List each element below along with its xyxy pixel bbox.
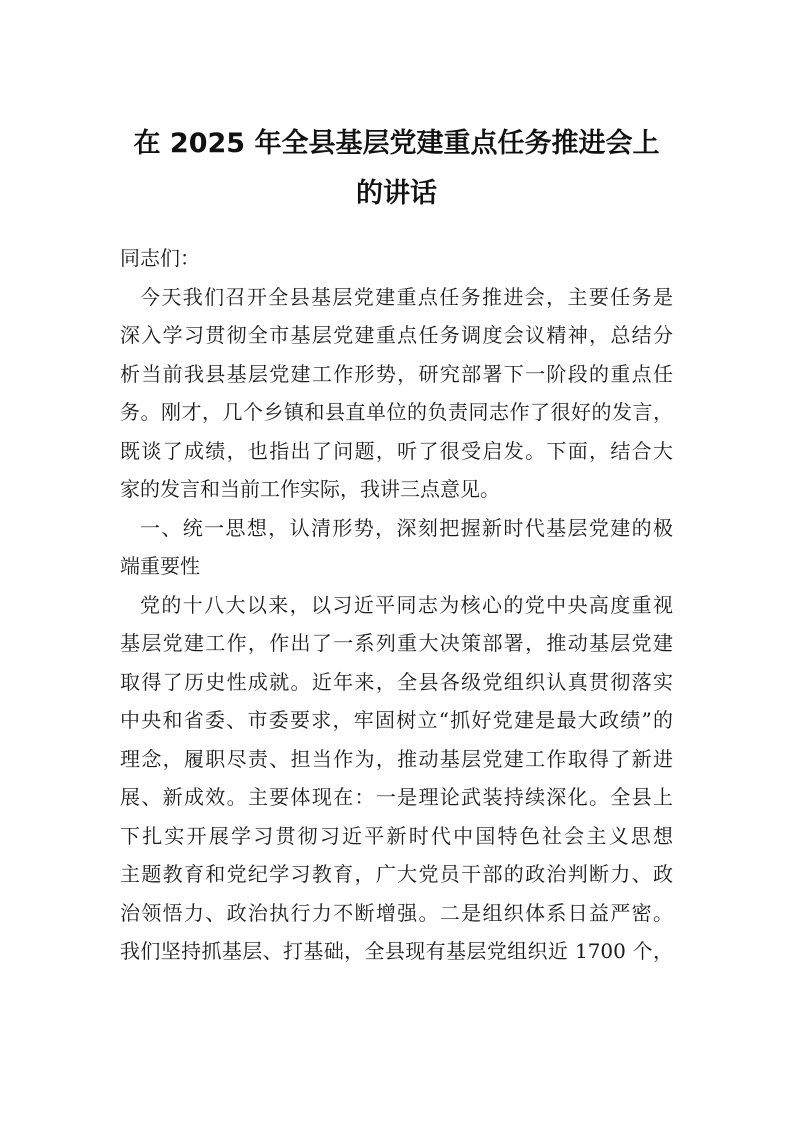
body-line: 今天我们召开全县基层党建重点任务推进会，主要任务是 <box>140 284 673 309</box>
body-line: 主题教育和党纪学习教育，广大党员干部的政治判断力、政 <box>120 862 673 886</box>
body-line: 治领悟力、政治执行力不断增强。二是组织体系日益严密。 <box>120 900 673 925</box>
body-line: 同志们： <box>120 246 200 270</box>
body-line: 我们坚持抓基层、打基础，全县现有基层党组织近 1700 个， <box>120 939 673 963</box>
document-title-line-2: 的讲话 <box>356 178 437 209</box>
document-body <box>120 239 673 971</box>
body-line: 深入学习贯彻全市基层党建重点任务调度会议精神，总结分 <box>120 323 673 347</box>
body-line: 中央和省委、市委要求，牢固树立“抓好党建是最大政绩”的 <box>120 708 673 732</box>
body-line: 家的发言和当前工作实际，我讲三点意见。 <box>120 477 500 501</box>
body-line: 下扎实开展学习贯彻习近平新时代中国特色社会主义思想 <box>120 823 673 848</box>
body-line: 基层党建工作，作出了一系列重大决策部署，推动基层党建 <box>120 631 673 655</box>
body-line: 党的十八大以来，以习近平同志为核心的党中央高度重视 <box>140 592 673 617</box>
body-line: 析当前我县基层党建工作形势，研究部署下一阶段的重点任 <box>120 361 673 386</box>
body-line: 既谈了成绩，也指出了问题，听了很受启发。下面，结合大 <box>120 438 673 463</box>
document-title-line-1: 在 2025 年全县基层党建重点任务推进会上 <box>133 128 660 159</box>
body-line: 一、统一思想，认清形势，深刻把握新时代基层党建的极 <box>140 515 673 540</box>
body-line: 端重要性 <box>120 554 200 578</box>
body-line: 务。刚才，几个乡镇和县直单位的负责同志作了很好的发言， <box>120 400 673 424</box>
body-line: 展、新成效。主要体现在：一是理论武装持续深化。全县上 <box>120 785 673 809</box>
body-line: 理念，履职尽责、担当作为，推动基层党建工作取得了新进 <box>120 746 673 771</box>
body-line: 取得了历史性成就。近年来，全县各级党组织认真贯彻落实 <box>120 669 673 694</box>
